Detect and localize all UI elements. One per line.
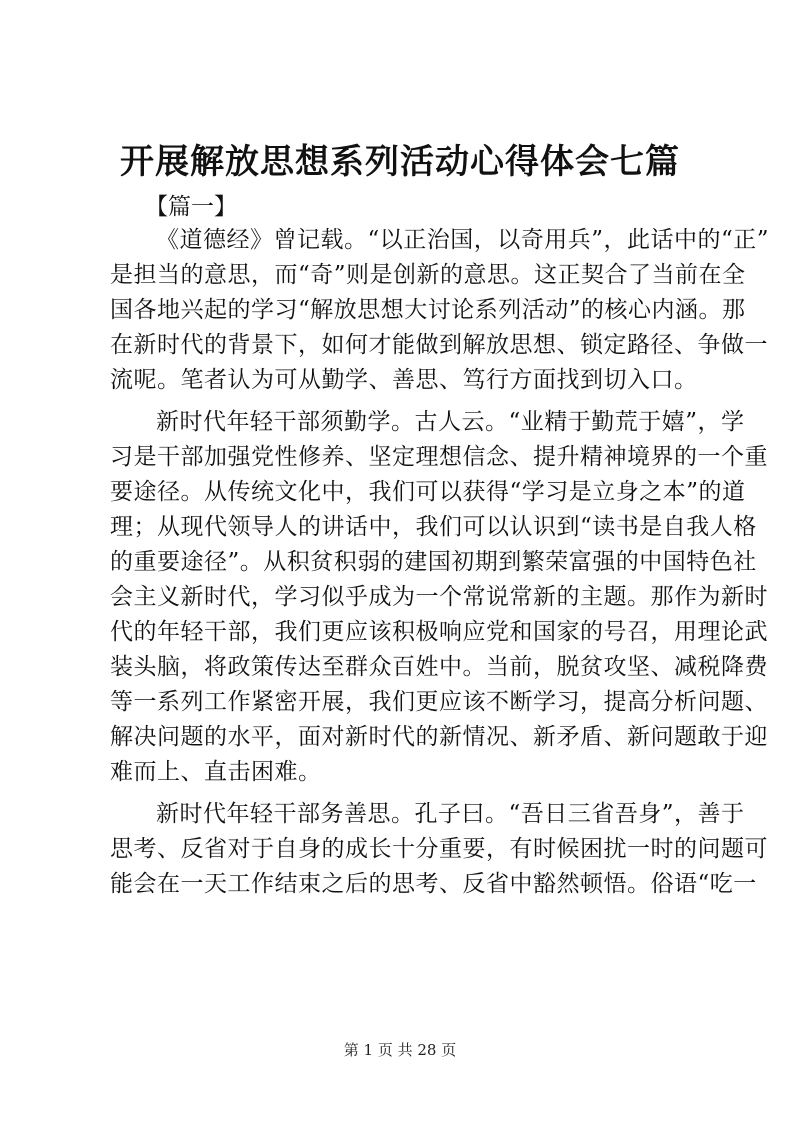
paragraph-line: 要途径。从传统文化中，我们可以获得“学习是立身之本”的道 xyxy=(110,479,746,505)
paragraph-line: 会主义新时代，学习似乎成为一个常说常新的主题。那作为新时 xyxy=(110,584,768,610)
page-footer: 第 1 页 共 28 页 xyxy=(343,1041,457,1059)
paragraph-line: 能会在一天工作结束之后的思考、反省中豁然顿悟。俗语“吃一 xyxy=(110,871,757,897)
paragraph-line: 《道德经》曾记载。“以正治国，以奇用兵”，此话中的“正” xyxy=(156,227,770,253)
paragraph xyxy=(110,223,770,398)
paragraph-line: 新时代年轻干部务善思。孔子曰。“吾日三省吾身”，善于 xyxy=(156,801,745,827)
paragraph-line: 思考、反省对于自身的成长十分重要，有时候困扰一时的问题可 xyxy=(110,836,768,862)
paragraph-line: 习是干部加强党性修养、坚定理想信念、提升精神境界的一个重 xyxy=(110,444,768,470)
paragraph-line: 新时代年轻干部须勤学。古人云。“业精于勤荒于嬉”，学 xyxy=(156,409,745,435)
paragraph-line: 难而上、直击困难。 xyxy=(110,759,322,785)
paragraph-line: 解决问题的水平，面对新时代的新情况、新矛盾、新问题敢于迎 xyxy=(110,724,768,750)
paragraph-line: 是担当的意思，而“奇”则是创新的意思。这正契合了当前在全 xyxy=(110,262,746,288)
paragraph-line: 国各地兴起的学习“解放思想大讨论系列活动”的核心内涵。那 xyxy=(110,297,746,323)
paragraph-line: 装头脑，将政策传达至群众百姓中。当前，脱贫攻坚、减税降费 xyxy=(110,654,768,680)
paragraph-line: 理；从现代领导人的讲话中，我们可以认识到“读书是自我人格 xyxy=(110,514,757,540)
paragraph xyxy=(110,797,768,902)
paragraph-line: 的重要途径”。从积贫积弱的建国初期到繁荣富强的中国特色社 xyxy=(110,549,757,575)
paragraph-line: 代的年轻干部，我们更应该积极响应党和国家的号召，用理论武 xyxy=(110,619,768,645)
paragraph-line: 等一系列工作紧密开展，我们更应该不断学习，提高分析问题、 xyxy=(110,689,768,715)
document-title: 开展解放思想系列活动心得体会七篇 xyxy=(120,142,680,182)
paragraph-line: 流呢。笔者认为可从勤学、善思、笃行方面找到切入口。 xyxy=(110,367,698,393)
paragraph-line: 在新时代的背景下，如何才能做到解放思想、锁定路径、争做一 xyxy=(110,332,768,358)
paragraph xyxy=(110,405,768,790)
section-label: 【篇一】 xyxy=(145,194,237,220)
body-text xyxy=(110,223,770,902)
